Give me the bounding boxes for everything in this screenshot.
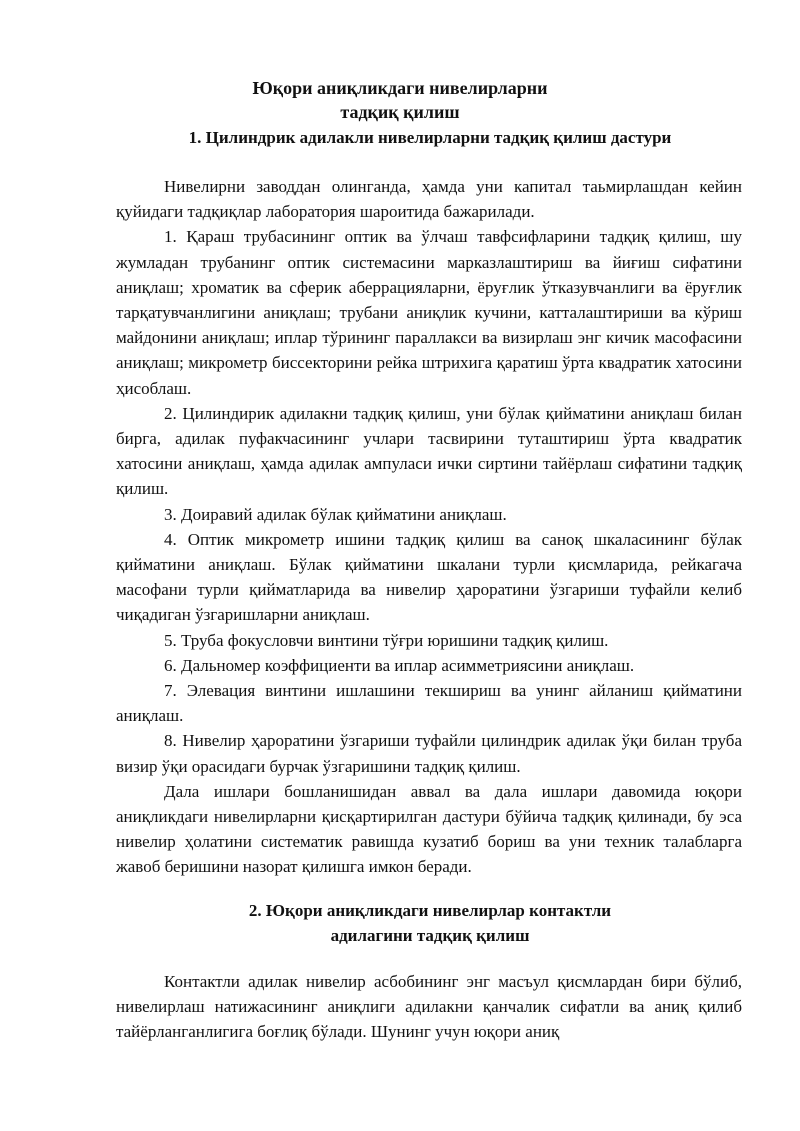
section2-heading bbox=[0, 898, 800, 948]
closing-paragraph: Дала ишлари бошланишидан аввал ва дала ишлари давомида юқори аниқликдаги нивелирларни қисқартирилган дастури бўйича тадқиқ қилинади, бу эса нивелир ҳолатини систематик равишда кузатиб бориш ва уни техник талабларга жавоб беришини назорат қилишга имкон беради. bbox=[116, 781, 742, 877]
list-item: 5. Труба фокусловчи винтини тўғри юришини тадқиқ қилиш. bbox=[164, 630, 609, 650]
title-line-2: тадқиқ қилиш bbox=[340, 102, 460, 122]
section2-body bbox=[116, 969, 742, 1045]
list-item: 4. Оптик микрометр ишини тадқиқ қилиш ва саноқ шкаласининг бўлак қийматини аниқлаш. Бўлак қийматини шкалани турли қисмларида, рейкагача масофани турли қийматларида ва нивелир ҳароратини ўзгариши туфайли келиб чиқадиган ўзгаришларни аниқлаш. bbox=[116, 529, 742, 625]
list-item: 7. Элевация винтини ишлашини текшириш ва унинг айланиш қийматини аниқлаш. bbox=[116, 681, 742, 726]
list-item: 6. Дальномер коэффициенти ва иплар асимметриясини аниқлаш. bbox=[164, 655, 635, 675]
document-title bbox=[0, 76, 800, 124]
section2-paragraph: Контактли адилак нивелир асбобининг энг масъул қисмлардан бири бўлиб, нивелирлаш натижасининг аниқлиги адилакни қанчалик сифатли ва аниқ қилиб тайёрланганлигига боғлиқ бўлади. Шунинг учун юқори аниқ bbox=[116, 972, 742, 1042]
list-item: 3. Доиравий адилак бўлак қийматини аниқлаш. bbox=[164, 504, 507, 524]
title-line-1: Юқори аниқликдаги нивелирларни bbox=[252, 78, 548, 98]
section1-heading: 1. Цилиндрик адилакли нивелирларни тадқиқ қилиш дастури bbox=[188, 128, 672, 147]
list-item: 2. Цилиндирик адилакни тадқиқ қилиш, уни бўлак қийматини аниқлаш билан бирга, адилак пуфакчасининг учлари тасвирини туташтириш ўрта квадратик хатосини аниқлаш, ҳамда адилак ампуласи ички сиртини тайёрлаш сифатини тадқиқ қилиш. bbox=[116, 403, 742, 499]
section2-heading-line-1: 2. Юқори аниқликдаги нивелирлар контактли bbox=[248, 901, 612, 920]
section2-heading-line-2: адилагини тадқиқ қилиш bbox=[330, 926, 530, 945]
intro-paragraph: Нивелирни заводдан олинганда, ҳамда уни капитал таьмирлашдан кейин қуйидаги тадқиқлар лаборатория шароитида бажарилади. bbox=[116, 177, 742, 222]
list-item: 8. Нивелир ҳароратини ўзгариши туфайли цилиндрик адилак ўқи билан труба визир ўқи орасидаги бурчак ўзгаришини тадқиқ қилиш. bbox=[116, 731, 742, 776]
section1-body bbox=[116, 174, 742, 880]
list-item: 1. Қараш трубасининг оптик ва ўлчаш тавфсифларини тадқиқ қилиш, шу жумладан трубанинг оптик системасини марказлаштириш ва йиғиш сифатини аниқлаш; хроматик ва сферик аберрацияларни, ёруғлик ўтказувчанлиги ва ёруғлик тарқатувчанлигини аниқлаш; трубани аниқлик кучини, катталаштириши ва кўриш майдонини аниқлаш; иплар тўрининг параллакси ва визирлаш энг кичик масофасини аниқлаш; микрометр биссекторини рейка штрихига қаратиш ўрта квадратик хатосини ҳисоблаш. bbox=[116, 227, 742, 398]
